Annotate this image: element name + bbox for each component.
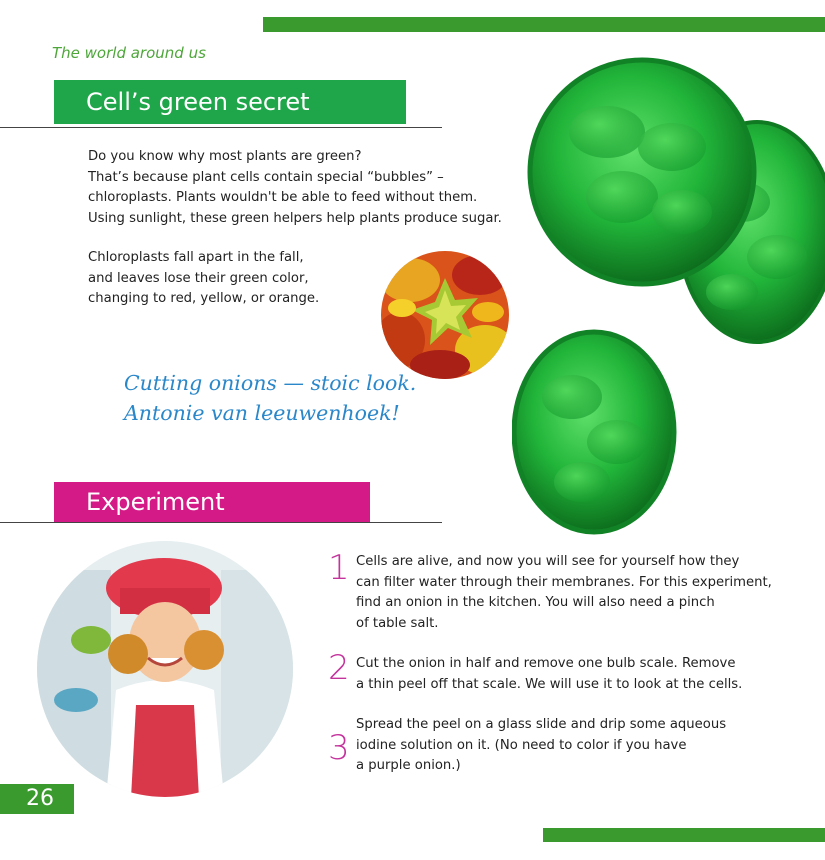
step-text (356, 654, 776, 695)
step-number: 2 (328, 648, 350, 688)
top-accent-bar (263, 17, 825, 32)
chloroplast-illustration (512, 52, 825, 536)
page-number: 26 (0, 784, 74, 814)
heading-cells-green-secret: Cell’s green secret (54, 80, 406, 124)
step-number: 1 (328, 548, 350, 588)
quote-line: Cutting onions — stoic look. (124, 371, 417, 395)
heading-rule-top (0, 127, 442, 128)
fall-line: changing to red, yellow, or orange. (88, 291, 320, 306)
heading-experiment: Experiment (54, 482, 370, 522)
fall-paragraph (88, 248, 348, 310)
intro-line: Using sunlight, these green helpers help plants produce sugar. (88, 210, 502, 226)
autumn-leaves-image (380, 250, 510, 380)
step-line: Cells are alive, and now you will see for yourself how they (356, 554, 740, 569)
fall-line: and leaves lose their green color, (88, 270, 309, 286)
step-line: of table salt. (356, 615, 439, 631)
quote (124, 368, 416, 428)
quote-line: Antonie van leeuwenhoek! (124, 401, 400, 425)
intro-line: Do you know why most plants are green? (88, 149, 362, 164)
step-text (356, 552, 776, 634)
step-line: a purple onion.) (356, 758, 461, 773)
step-text (356, 715, 776, 777)
intro-paragraph (88, 147, 508, 229)
step-line: find an onion in the kitchen. You will also need a pinch (356, 595, 715, 610)
bottom-accent-bar (543, 828, 825, 842)
girl-with-onions-photo (36, 540, 294, 798)
fall-line: Chloroplasts fall apart in the fall, (88, 250, 304, 265)
step-line: Spread the peel on a glass slide and drip some aqueous (356, 717, 727, 732)
step-line: iodine solution on it. (No need to color if you have (356, 737, 687, 753)
heading-rule-experiment (0, 522, 442, 523)
intro-line: chloroplasts. Plants wouldn't be able to feed without them. (88, 190, 478, 205)
step-line: Cut the onion in half and remove one bulb scale. Remove (356, 656, 736, 671)
step-number: 3 (328, 728, 350, 768)
section-label: The world around us (52, 44, 206, 62)
step-line: a thin peel off that scale. We will use it to look at the cells. (356, 676, 743, 692)
intro-line: That’s because plant cells contain special “bubbles” – (88, 169, 444, 185)
step-line: can filter water through their membranes. For this experiment, (356, 574, 772, 590)
